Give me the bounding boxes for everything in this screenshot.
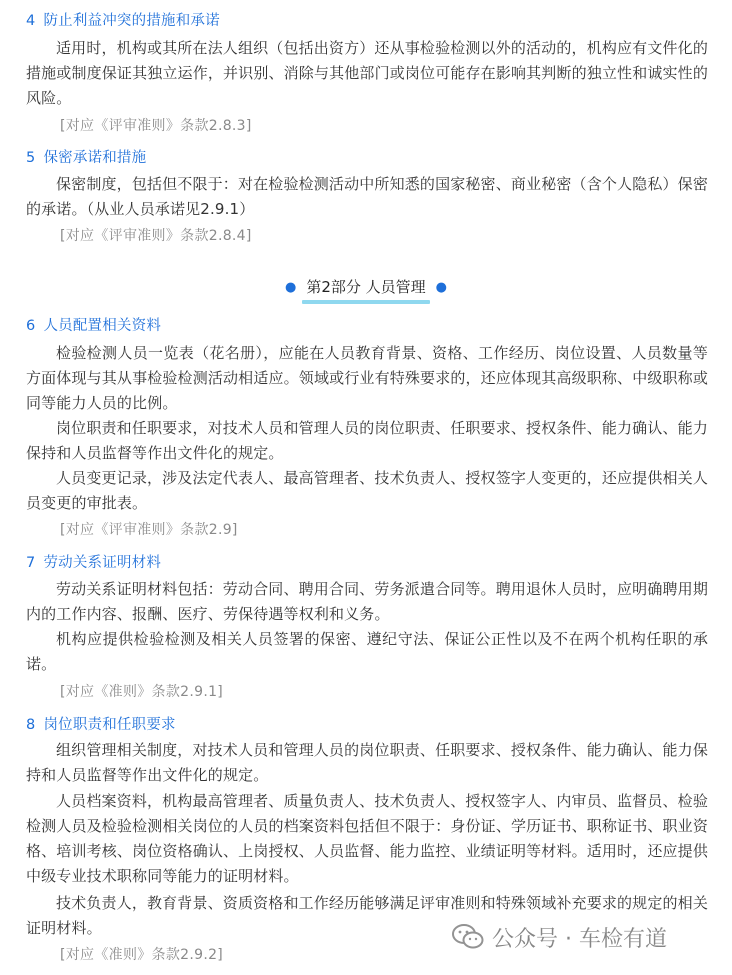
section-number: 8	[26, 717, 36, 733]
section-title: 人员配置相关资料	[43, 318, 162, 334]
section-number: 4	[26, 13, 36, 29]
section-number: 5	[26, 150, 36, 166]
section-title: 岗位职责和任职要求	[43, 717, 176, 733]
clause-reference: [对应《评审准则》条款2.8.4]	[60, 228, 252, 244]
clause-reference: [对应《准则》条款2.9.1]	[60, 684, 224, 700]
section-number: 6	[26, 318, 36, 334]
bullet-dot-right: ●	[435, 280, 447, 295]
part-title	[0, 276, 732, 299]
paragraph: 适用时，机构或其所在法人组织（包括出资方）还从事检验检测以外的活动的，机构应有文件化的措施或制度保证其独立运作，并识别、消除与其他部门或岗位可能存在影响其判断的独立性和诚实性的风险。	[26, 39, 708, 107]
paragraph: 劳动关系证明材料包括：劳动合同、聘用合同、劳务派遣合同等。聘用退休人员时，应明确聘用期内的工作内容、报酬、医疗、劳保待遇等权利和义务。	[26, 580, 708, 623]
section-heading	[26, 316, 161, 336]
paragraph: 人员档案资料，机构最高管理者、质量负责人、技术负责人、授权签字人、内审员、监督员、检验检测人员及检验检测相关岗位的人员的档案资料包括但不限于：身份证、学历证书、职称证书、职业资格、培训考核、岗位资格确认、上岗授权、人员监督、能力监控、业绩证明等材料。适用时，还应提供中级专业技术职称同等能力的证明材料。	[26, 792, 708, 885]
section-title: 防止利益冲突的措施和承诺	[43, 13, 220, 29]
watermark	[452, 920, 667, 954]
paragraph: 岗位职责和任职要求，对技术人员和管理人员的岗位职责、任职要求、授权条件、能力确认、能力保持和人员监督等作出文件化的规定。	[26, 419, 708, 462]
part-title-text: 第2部分 人员管理	[306, 278, 426, 296]
watermark-text: 公众号 · 车检有道	[492, 926, 667, 952]
paragraph: 保密制度，包括但不限于：对在检验检测活动中所知悉的国家秘密、商业秘密（含个人隐私）保密的承诺。（从业人员承诺见2.9.1）	[26, 175, 708, 218]
section-number: 7	[26, 555, 36, 571]
section-heading	[26, 553, 161, 573]
paragraph: 人员变更记录，涉及法定代表人、最高管理者、技术负责人、授权签字人变更的，还应提供相关人员变更的审批表。	[26, 469, 708, 512]
section-title: 保密承诺和措施	[43, 150, 147, 166]
clause-reference: [对应《评审准则》条款2.9]	[60, 522, 238, 538]
section-title: 劳动关系证明材料	[43, 555, 162, 571]
paragraph: 机构应提供检验检测及相关人员签署的保密、遵纪守法、保证公正性以及不在两个机构任职的承诺。	[26, 630, 708, 673]
paragraph: 检验检测人员一览表（花名册），应能在人员教育背景、资格、工作经历、岗位设置、人员数量等方面体现与其从事检验检测活动相适应。领域或行业有特殊要求的，还应体现其高级职称、中级职称或同等能力人员的比例。	[26, 344, 708, 412]
paragraph: 组织管理相关制度，对技术人员和管理人员的岗位职责、任职要求、授权条件、能力确认、能力保持和人员监督等作出文件化的规定。	[26, 741, 708, 784]
title-underline	[302, 300, 429, 304]
section-heading	[26, 148, 146, 168]
paragraph: 技术负责人，教育背景、资质资格和工作经历能够满足评审准则和特殊领域补充要求的规定的相关证明材料。	[26, 894, 708, 937]
clause-reference: [对应《评审准则》条款2.8.3]	[60, 118, 252, 134]
section-heading	[26, 11, 220, 31]
bullet-dot-left: ●	[285, 280, 297, 295]
wechat-icon	[452, 923, 484, 951]
clause-reference: [对应《准则》条款2.9.2]	[60, 947, 224, 963]
section-heading	[26, 715, 176, 735]
